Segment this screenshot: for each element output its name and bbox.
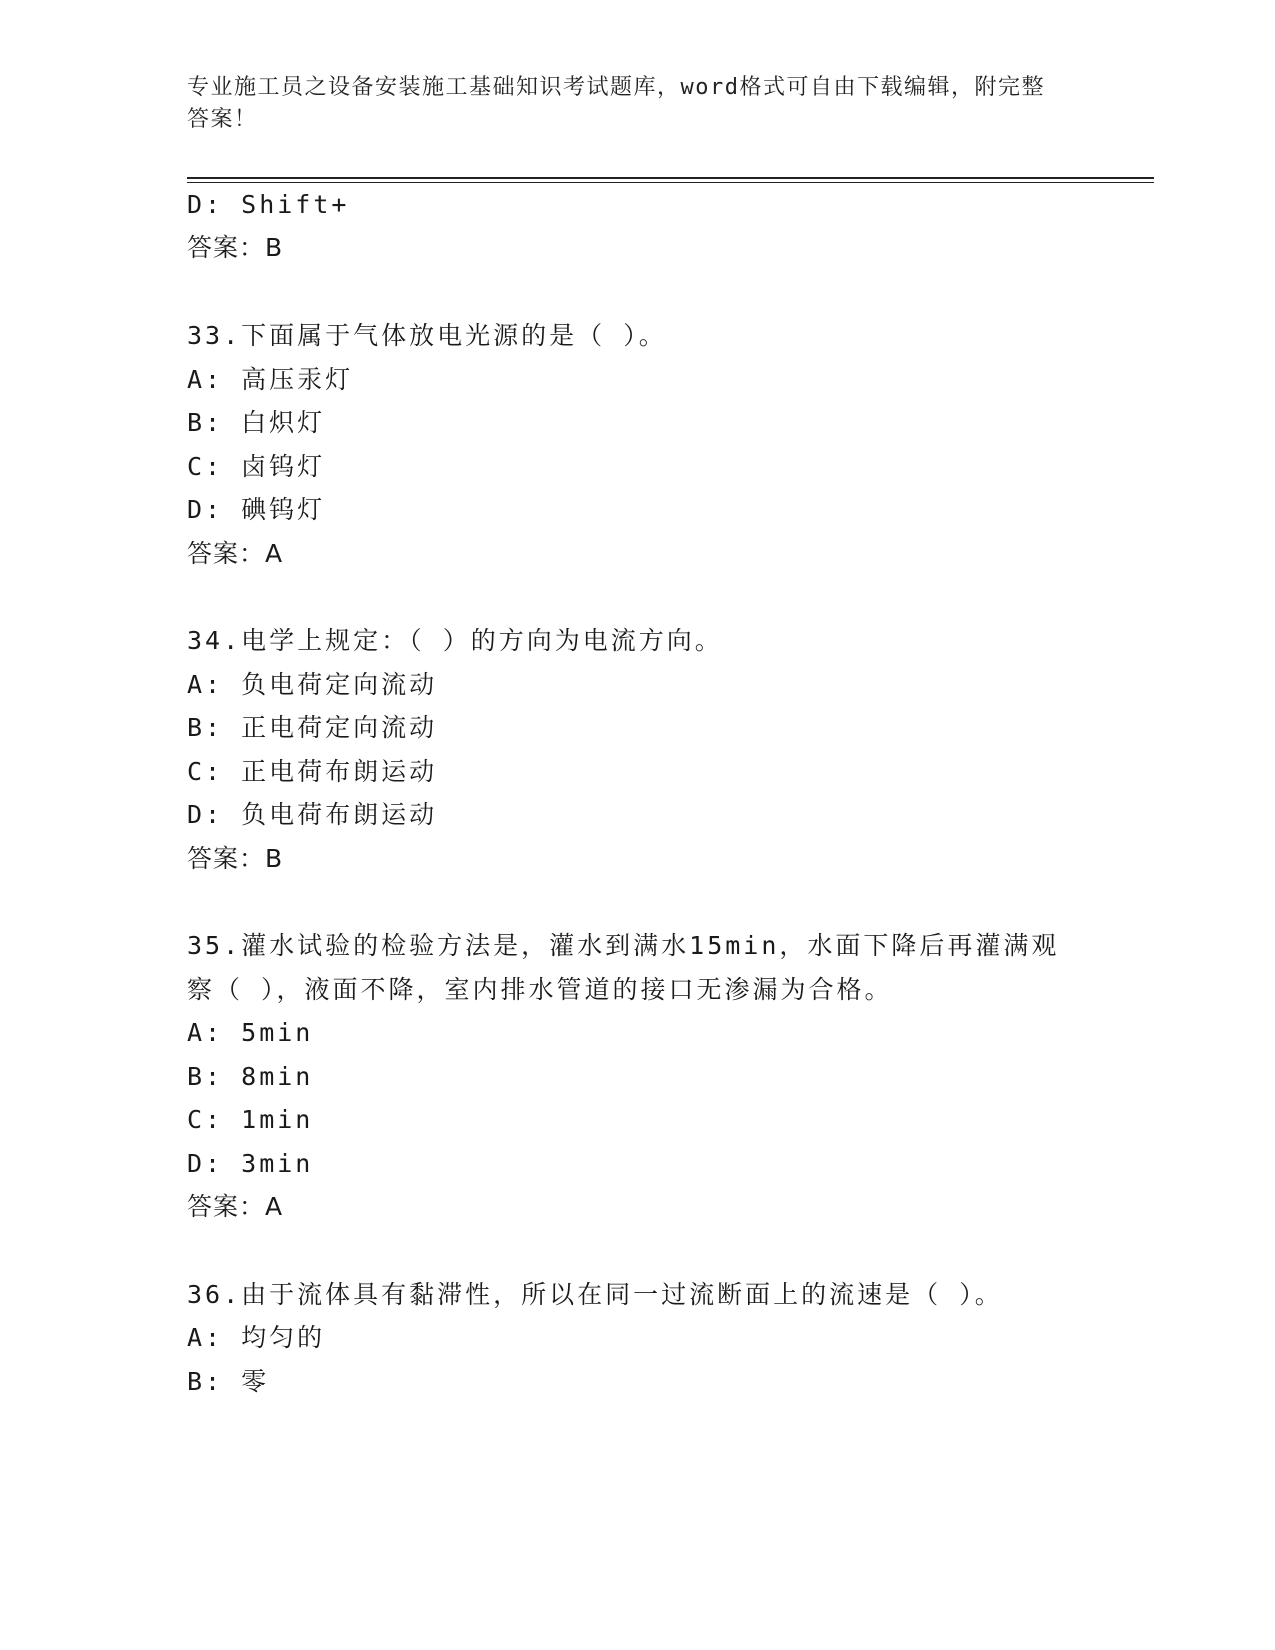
header-divider-thick: [187, 177, 1154, 179]
q34-option-b: B: 正电荷定向流动: [187, 713, 438, 742]
q35-option-c: C: 1min: [187, 1105, 314, 1134]
q33-stem: 33.下面属于气体放电光源的是（ ）。: [187, 321, 667, 350]
q34-stem: 34.电学上规定：（ ）的方向为电流方向。: [187, 626, 723, 655]
q33-option-a: A: 高压汞灯: [187, 365, 354, 394]
header-divider-thin: [187, 182, 1154, 183]
q34-option-a: A: 负电荷定向流动: [187, 670, 438, 699]
q36-option-b: B: 零: [187, 1367, 270, 1396]
q35-option-b: B: 8min: [187, 1062, 314, 1091]
q32-option-d: D: Shift+: [187, 190, 350, 219]
q33-option-b: B: 白炽灯: [187, 408, 326, 437]
q36-option-a: A: 均匀的: [187, 1323, 326, 1352]
q34-option-d: D: 负电荷布朗运动: [187, 800, 438, 829]
q33-answer: 答案：A: [187, 539, 284, 568]
q33-option-c: C: 卤钨灯: [187, 452, 326, 481]
q34-option-c: C: 正电荷布朗运动: [187, 757, 438, 786]
q35-stem-line2: 察（ ），液面不降，室内排水管道的接口无渗漏为合格。: [187, 975, 893, 1004]
q35-option-a: A: 5min: [187, 1018, 314, 1047]
q35-option-d: D: 3min: [187, 1149, 314, 1178]
q35-answer: 答案：A: [187, 1192, 284, 1221]
q33-option-d: D: 碘钨灯: [187, 495, 326, 524]
document-header: 专业施工员之设备安装施工基础知识考试题库，word格式可自由下载编辑，附完整答案！: [187, 75, 1045, 132]
q32-answer: 答案：B: [187, 233, 284, 262]
q35-stem-line1: 35.灌水试验的检验方法是，灌水到满水15min，水面下降后再灌满观: [187, 931, 1060, 960]
q36-stem: 36.由于流体具有黏滞性，所以在同一过流断面上的流速是（ ）。: [187, 1280, 1003, 1309]
q34-answer: 答案：B: [187, 844, 284, 873]
